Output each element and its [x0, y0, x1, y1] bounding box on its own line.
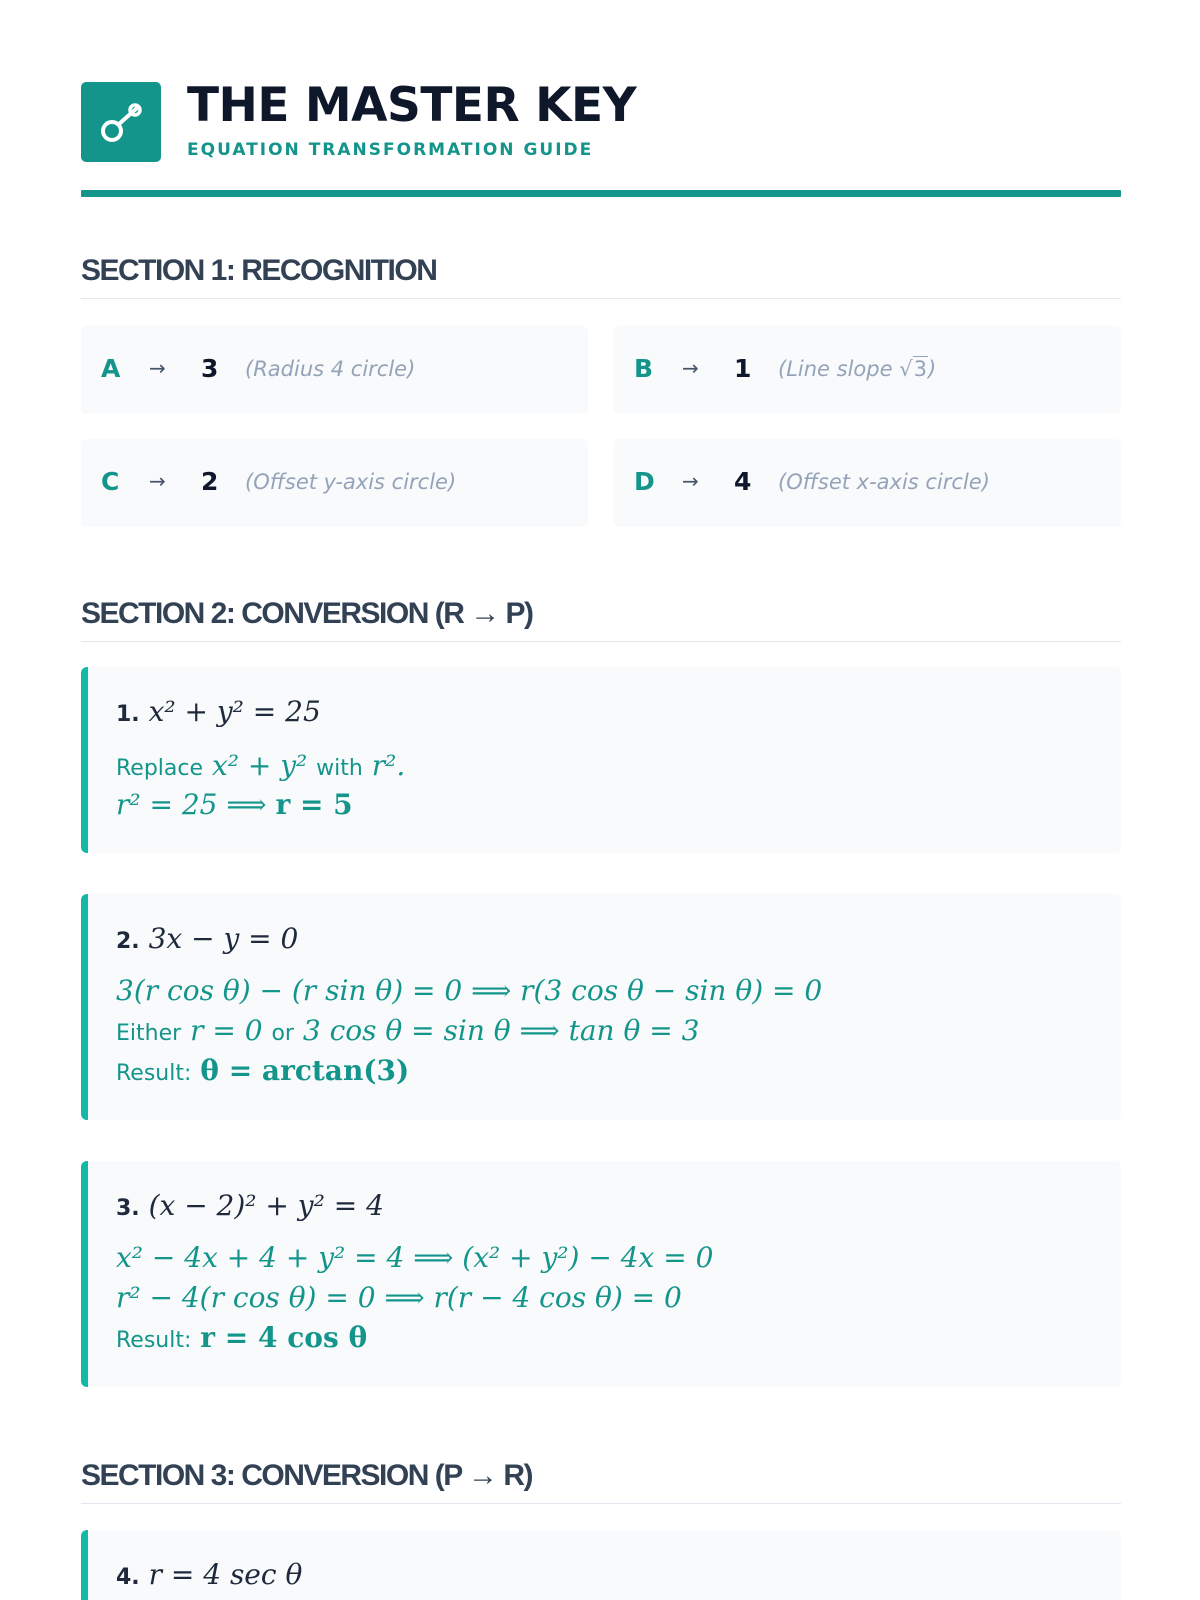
step-math: r² = 25 ⟹	[116, 788, 276, 821]
logo	[81, 82, 161, 162]
problem-equation: 3x − y = 0	[148, 922, 299, 955]
solution-result	[116, 1321, 367, 1354]
solution-step	[116, 974, 822, 1007]
rec-letter: D	[634, 467, 655, 496]
page-title: THE MASTER KEY	[187, 78, 637, 133]
step-math: x² + y²	[211, 749, 308, 782]
step-math: x² − 4x + 4 + y² = 4 ⟹ (x² + y²) − 4x = 0	[116, 1241, 714, 1274]
problem-number: 1.	[116, 702, 140, 727]
problem-card-2	[81, 894, 1121, 1120]
solution-result	[116, 1054, 409, 1087]
key-icon	[95, 96, 147, 148]
rec-note: (Offset y-axis circle)	[245, 470, 457, 494]
rec-letter: C	[101, 467, 120, 496]
sqrt-symbol: √3	[899, 357, 927, 381]
step-text: Replace	[116, 756, 204, 781]
section-title: SECTION 1: RECOGNITION	[81, 254, 437, 287]
section-heading-conversion-rp	[81, 597, 1121, 642]
note-prefix: (Line slope	[778, 357, 900, 381]
solution-step	[116, 749, 405, 782]
note-suffix: )	[927, 357, 937, 381]
note-radicand: 3	[913, 357, 927, 381]
solution-step	[116, 1241, 713, 1274]
arrow-icon: →	[149, 356, 166, 380]
problem-statement	[116, 922, 298, 955]
step-math: 3 cos θ = sin θ ⟹ tan θ = 3	[302, 1014, 700, 1047]
section-heading-conversion-pr	[81, 1459, 1121, 1504]
rec-number: 2	[201, 467, 219, 496]
result-label: Result:	[116, 1328, 192, 1353]
rec-number: 4	[734, 467, 752, 496]
problem-equation: r = 4 sec θ	[148, 1558, 303, 1591]
final-answer: r = 4 cos θ	[200, 1321, 368, 1354]
step-text: or	[271, 1021, 294, 1046]
problem-card-3	[81, 1161, 1121, 1387]
final-answer: θ = arctan(3)	[200, 1054, 410, 1087]
section-title: SECTION 3: CONVERSION (P → R)	[81, 1459, 533, 1492]
solution-step	[116, 788, 353, 821]
rec-number: 1	[734, 354, 752, 383]
header-divider	[81, 190, 1121, 197]
arrow-icon: →	[682, 356, 699, 380]
rec-note: (Offset x-axis circle)	[778, 470, 990, 494]
problem-statement	[116, 695, 321, 728]
rec-number: 3	[201, 354, 219, 383]
problem-statement	[116, 1189, 384, 1222]
step-math: 3(r cos θ) − (r sin θ) = 0 ⟹ r(3 cos θ − sin θ) = 0	[116, 974, 823, 1007]
recognition-card-a	[81, 326, 588, 414]
recognition-card-c	[81, 439, 588, 527]
step-math: r² − 4(r cos θ) = 0 ⟹ r(r − 4 cos θ) = 0	[116, 1281, 682, 1314]
section-heading-recognition	[81, 254, 1121, 299]
step-math: r = 0	[190, 1014, 263, 1047]
rec-note	[778, 357, 936, 381]
rec-note: (Radius 4 circle)	[245, 357, 416, 381]
page-subtitle: EQUATION TRANSFORMATION GUIDE	[187, 140, 594, 160]
problem-number: 3.	[116, 1196, 140, 1221]
problem-number: 2.	[116, 929, 140, 954]
problem-statement	[116, 1558, 302, 1591]
arrow-icon: →	[682, 469, 699, 493]
problem-card-4	[81, 1530, 1121, 1600]
rec-letter: B	[634, 354, 654, 383]
arrow-icon: →	[149, 469, 166, 493]
recognition-card-d	[614, 439, 1121, 527]
problem-card-1	[81, 667, 1121, 853]
step-math: r².	[371, 749, 406, 782]
problem-number: 4.	[116, 1565, 140, 1590]
step-text: Either	[116, 1021, 182, 1046]
result-label: Result:	[116, 1061, 192, 1086]
problem-equation: x² + y² = 25	[148, 695, 321, 728]
recognition-card-b	[614, 326, 1121, 414]
solution-step	[116, 1281, 682, 1314]
problem-equation: (x − 2)² + y² = 4	[148, 1189, 384, 1222]
rec-letter: A	[101, 354, 121, 383]
step-text: with	[316, 756, 363, 781]
header	[81, 78, 1121, 197]
section-title: SECTION 2: CONVERSION (R → P)	[81, 597, 533, 630]
final-answer: r = 5	[275, 788, 353, 821]
solution-step	[116, 1014, 699, 1047]
